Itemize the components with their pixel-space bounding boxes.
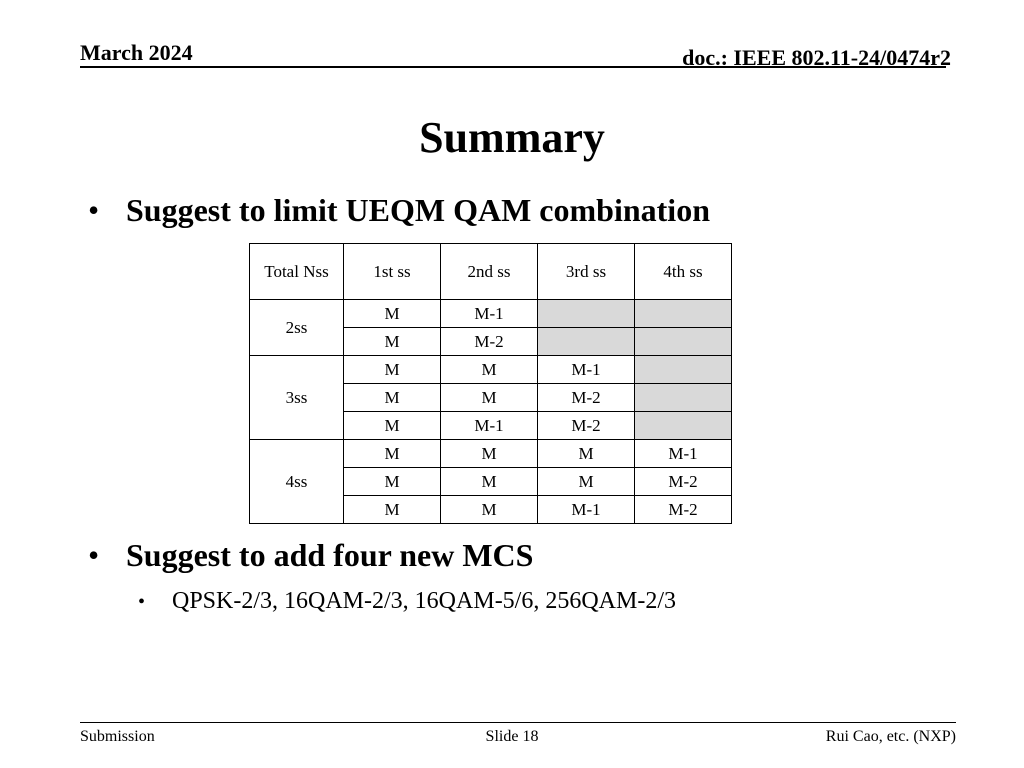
table-cell: M (344, 412, 441, 440)
footer-author: Rui Cao, etc. (NXP) (825, 728, 956, 745)
footer-divider (80, 722, 956, 723)
table-cell: M-1 (441, 412, 538, 440)
header-cell: 4th ss (635, 244, 732, 300)
shaded-empty-cell (635, 356, 732, 384)
table-cell: M (538, 468, 635, 496)
footer-submission: Submission (80, 728, 155, 745)
sub-bullet-mcs-text: QPSK-2/3, 16QAM-2/3, 16QAM-5/6, 256QAM-2/3 (172, 588, 677, 614)
ueqm-combination-table (249, 243, 732, 524)
header-doc-id: doc.: IEEE 802.11-24/0474r2 (682, 45, 951, 70)
header-cell: Total Nss (250, 244, 344, 300)
header-divider (80, 66, 946, 68)
table-cell: M (441, 440, 538, 468)
table-row (250, 300, 732, 328)
total-nss-cell: 3ss (250, 356, 344, 440)
slide-title: Summary (419, 113, 605, 162)
table-cell: M (344, 328, 441, 356)
table-cell: M (441, 496, 538, 524)
header-cell: 2nd ss (441, 244, 538, 300)
table-cell: M (344, 468, 441, 496)
table-cell: M (344, 356, 441, 384)
total-nss-cell: 2ss (250, 300, 344, 356)
shaded-empty-cell (538, 300, 635, 328)
table-cell: M-1 (441, 300, 538, 328)
shaded-empty-cell (635, 328, 732, 356)
table-cell: M-2 (441, 328, 538, 356)
table-cell: M (344, 440, 441, 468)
shaded-empty-cell (635, 412, 732, 440)
table-cell: M (344, 496, 441, 524)
header-date: March 2024 (80, 40, 193, 65)
shaded-empty-cell (635, 300, 732, 328)
shaded-empty-cell (635, 384, 732, 412)
shaded-empty-cell (538, 328, 635, 356)
table-cell: M (441, 384, 538, 412)
bullet-marker: • (88, 537, 100, 573)
table-cell: M (441, 356, 538, 384)
table-cell: M-2 (538, 412, 635, 440)
header-cell: 3rd ss (538, 244, 635, 300)
header-cell: 1st ss (344, 244, 441, 300)
table-cell: M-2 (635, 496, 732, 524)
bullet-marker: • (88, 192, 100, 228)
table-cell: M-2 (538, 384, 635, 412)
bullet-limit-ueqm-text: Suggest to limit UEQM QAM combination (126, 192, 710, 228)
table-row (250, 356, 732, 384)
table-cell: M-1 (538, 356, 635, 384)
table-cell: M-1 (635, 440, 732, 468)
table-cell: M (344, 300, 441, 328)
bullet-add-mcs-text: Suggest to add four new MCS (126, 537, 534, 573)
sub-bullet-marker: • (138, 591, 146, 613)
table-row (250, 440, 732, 468)
sub-bullet-mcs-list (138, 584, 676, 619)
bullet-add-mcs (88, 535, 533, 575)
table-cell: M-2 (635, 468, 732, 496)
table-cell: M (344, 384, 441, 412)
table-cell: M-1 (538, 496, 635, 524)
table-cell: M (538, 440, 635, 468)
footer-slide-number: Slide 18 (485, 728, 539, 745)
total-nss-cell: 4ss (250, 440, 344, 524)
bullet-limit-ueqm (88, 190, 710, 230)
table-header-row (250, 244, 732, 300)
table-cell: M (441, 468, 538, 496)
